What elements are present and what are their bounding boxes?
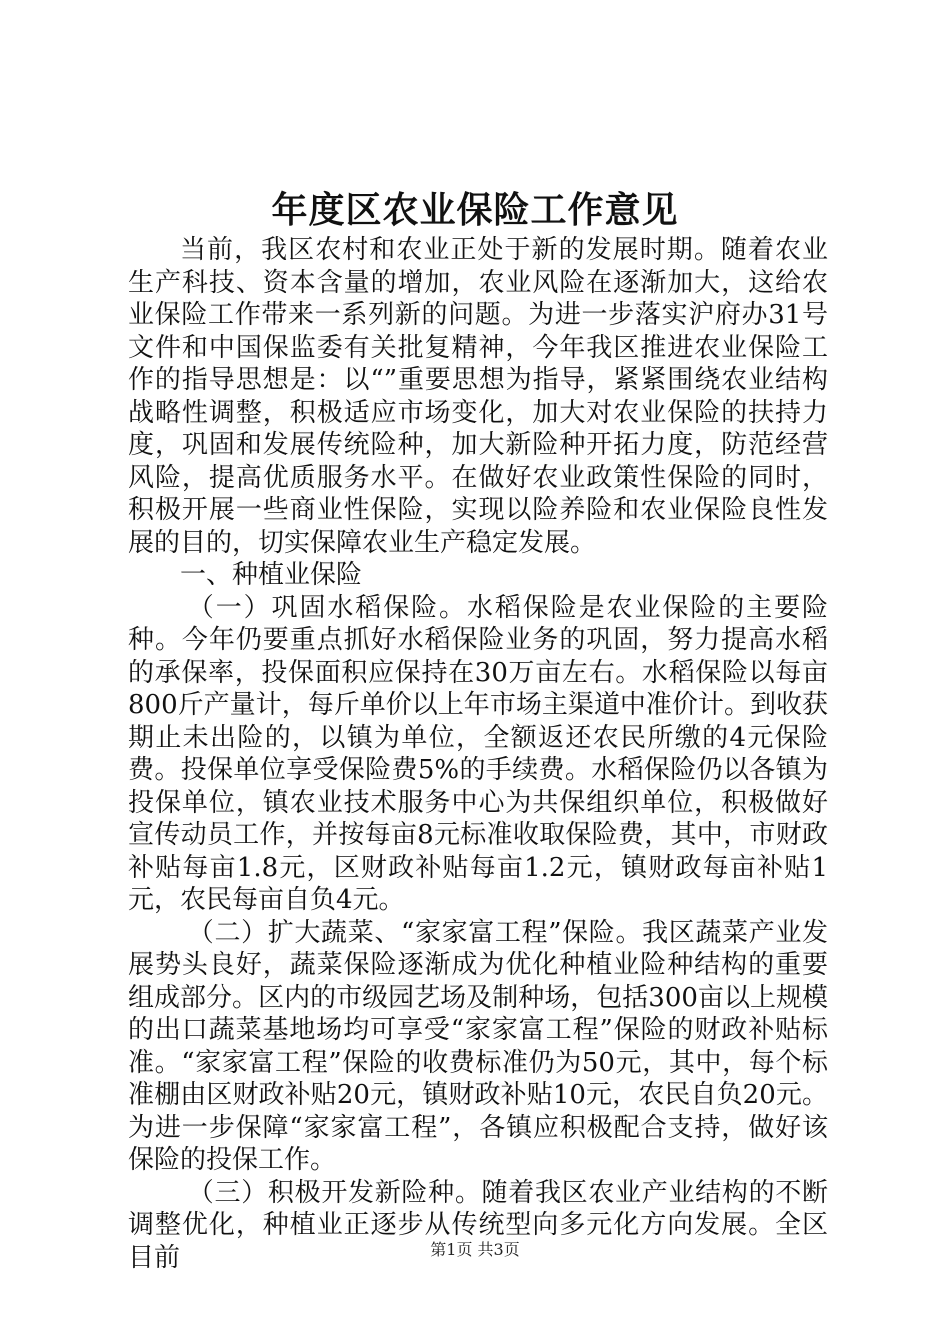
section-heading-planting-insurance: 一、种植业保险 xyxy=(180,560,363,590)
paragraph-rice-insurance: （一）巩固水稻保险。水稻保险是农业保险的主要险种。今年仍要重点抓好水稻保险业务的巩固，努力提高水稻的承保率，投保面积应保持在30万亩左右。水稻保险以每亩800斤产量计，每斤单价以上年市场主渠道中准价计。到收获期止未出险的，以镇为单位，全额返还农民所缴的4元保险费。投保单位享受保险费5%的手续费。水稻保险仍以各镇为投保单位，镇农业技术服务中心为共保组织单位，积极做好宣传动员工作，并按每亩8元标准收取保险费，其中，市财政补贴每亩1.8元，区财政补贴每亩1.2元，镇财政每亩补贴1元，农民每亩自负4元。 xyxy=(128,592,828,915)
page-number-footer: 第1页 共3页 xyxy=(430,1240,520,1259)
paragraph-intro: 当前，我区农村和农业正处于新的发展时期。随着农业生产科技、资本含量的增加，农业风险在逐渐加大，这给农业保险工作带来一系列新的问题。为进一步落实沪府办31号文件和中国保监委有关批复精神，今年我区推进农业保险工作的指导思想是：以“”重要思想为指导，紧紧围绕农业结构战略性调整，积极适应市场变化，加大对农业保险的扶持力度，巩固和发展传统险种，加大新险种开拓力度，防范经营风险，提高优质服务水平。在做好农业政策性保险的同时，积极开展一些商业性保险，实现以险养险和农业保险良性发展的目的，切实保障农业生产稳定发展。 xyxy=(128,235,828,558)
document-body xyxy=(128,234,828,1274)
paragraph-vegetable-insurance: （二）扩大蔬菜、“家家富工程”保险。我区蔬菜产业发展势头良好，蔬菜保险逐渐成为优化种植业险种结构的重要组成部分。区内的市级园艺场及制种场，包括300亩以上规模的出口蔬菜基地场均可享受“家家富工程”保险的财政补贴标准。“家家富工程”保险的收费标准仍为50元，其中，每个标准棚由区财政补贴20元，镇财政补贴10元，农民自负20元。为进一步保障“家家富工程”，各镇应积极配合支持，做好该保险的投保工作。 xyxy=(128,917,828,1175)
document-title: 年度区农业保险工作意见 xyxy=(271,189,679,231)
paragraph-new-insurance-types: （三）积极开发新险种。随着我区农业产业结构的不断调整优化，种植业正逐步从传统型向多元化方向发展。全区目前 xyxy=(128,1177,828,1273)
